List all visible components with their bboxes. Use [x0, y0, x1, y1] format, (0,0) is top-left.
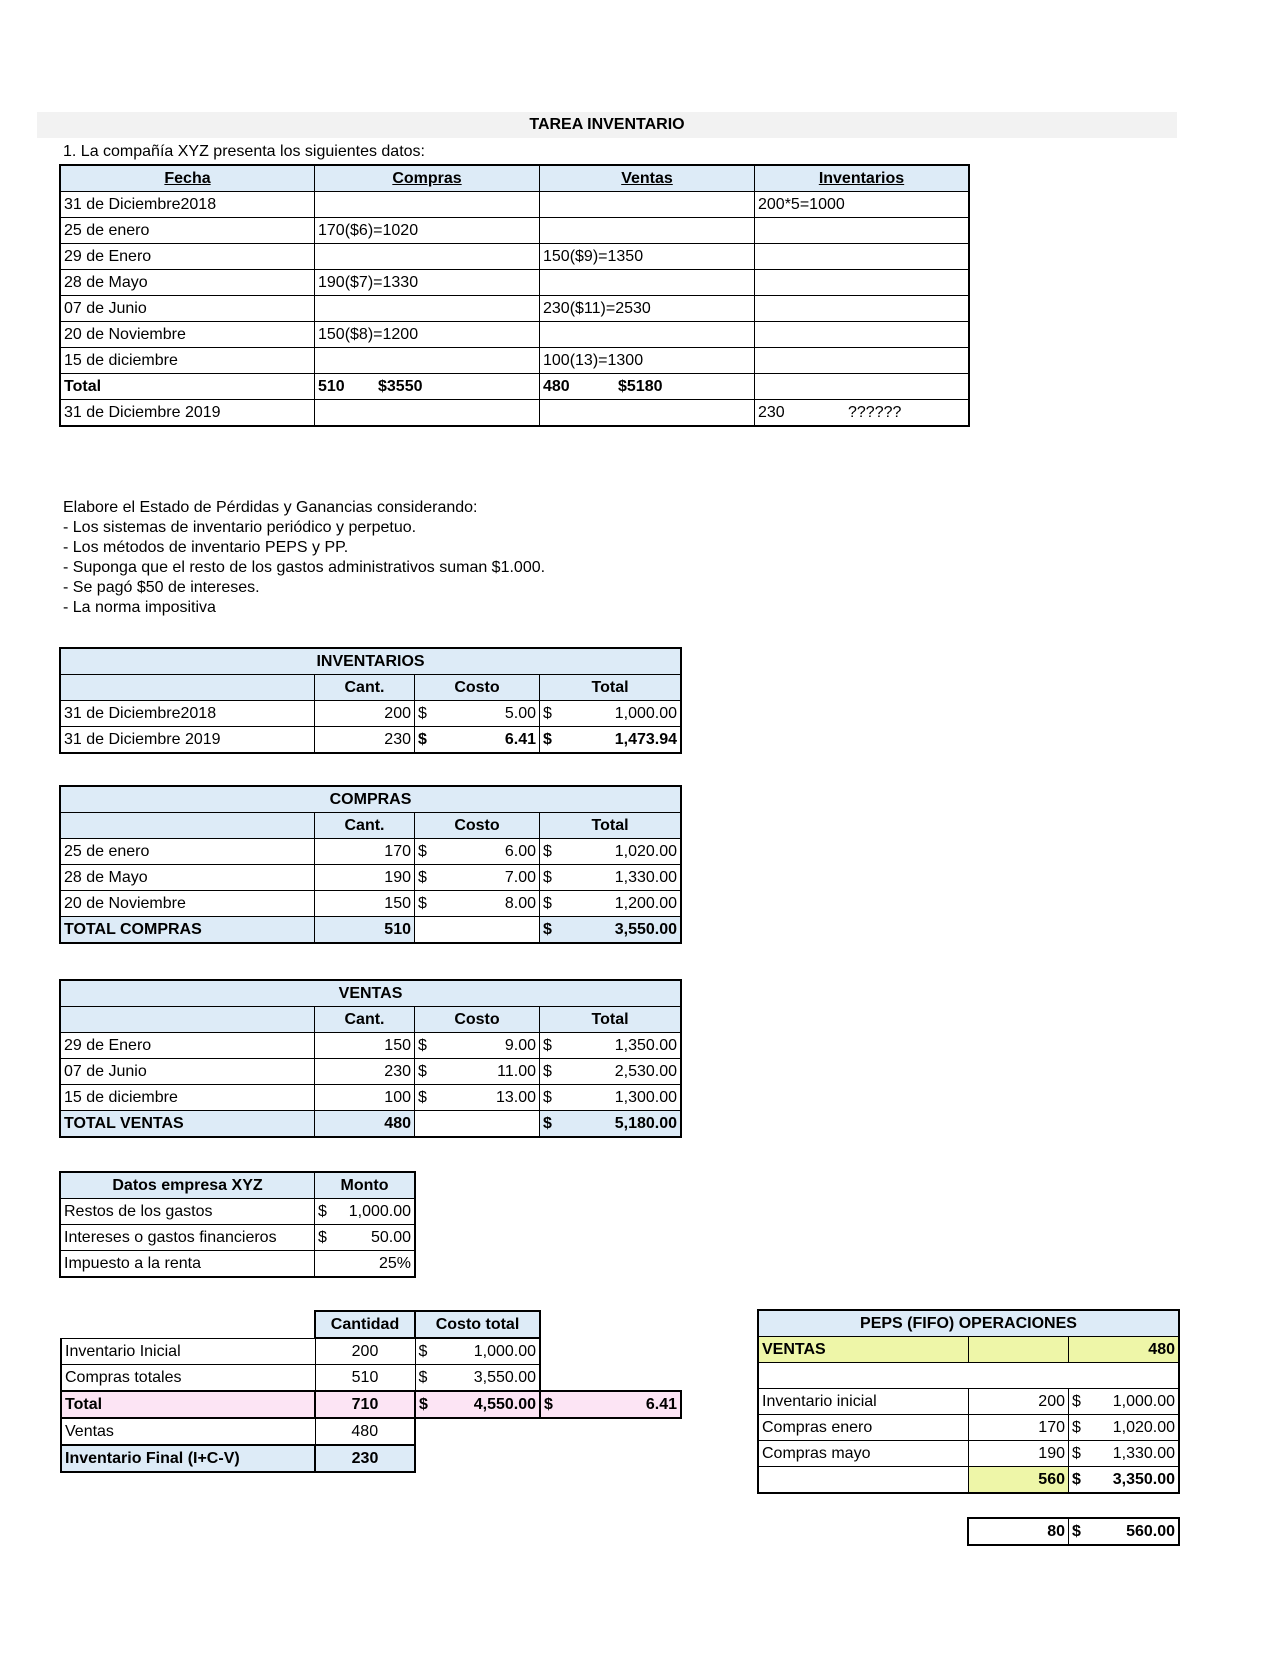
- cell: [415, 1445, 540, 1472]
- value: 11.00: [497, 1063, 536, 1080]
- table-row: [61, 218, 969, 244]
- row-label[interactable]: Compras totales: [61, 1365, 315, 1392]
- currency-symbol: $: [543, 705, 552, 722]
- header-cant: Cant.: [315, 675, 415, 701]
- compras-title: COMPRAS: [61, 787, 681, 813]
- row-total[interactable]: [540, 1085, 681, 1111]
- row-label[interactable]: 31 de Diciembre2018: [61, 701, 315, 727]
- value: 8.00: [504, 895, 536, 912]
- table-row: [61, 1059, 681, 1085]
- row-total[interactable]: [540, 839, 681, 865]
- value: 1,000.00: [473, 1343, 536, 1360]
- table-row: [61, 270, 969, 296]
- value: 1,020.00: [1112, 1419, 1175, 1436]
- row-costo[interactable]: [415, 839, 540, 865]
- row-label[interactable]: Compras mayo: [759, 1441, 969, 1467]
- total-value[interactable]: [540, 1111, 681, 1137]
- currency-symbol: $: [418, 895, 427, 912]
- currency-symbol: $: [418, 1063, 427, 1080]
- currency-symbol: $: [543, 1037, 552, 1054]
- value: 1,350.00: [614, 1037, 678, 1054]
- ventas-title: VENTAS: [61, 981, 681, 1007]
- currency-symbol: $: [543, 1089, 552, 1106]
- total-label[interactable]: Total: [61, 1391, 315, 1418]
- header-costo: Costo: [415, 1007, 540, 1033]
- row-cant[interactable]: 200: [969, 1389, 1069, 1415]
- last-inv-qty: 230: [758, 404, 785, 421]
- inventarios-title: INVENTARIOS: [61, 649, 681, 675]
- cell[interactable]: 25 de enero: [61, 218, 315, 244]
- subtotal-row: [759, 1467, 1179, 1493]
- row-label[interactable]: Compras enero: [759, 1415, 969, 1441]
- row-cant[interactable]: 150: [315, 891, 415, 917]
- header-compras: Compras: [315, 166, 540, 192]
- value: 5,180.00: [614, 1115, 678, 1132]
- row-label[interactable]: 29 de Enero: [61, 1033, 315, 1059]
- value: 6.41: [645, 1396, 677, 1413]
- table-row: [61, 839, 681, 865]
- peps-ventas-label[interactable]: VENTAS: [759, 1337, 969, 1363]
- total-unit-cost[interactable]: [540, 1391, 681, 1418]
- total-ventas-amt: $5180: [618, 378, 663, 395]
- total-row: [61, 374, 969, 400]
- row-label[interactable]: Intereses o gastos financieros: [61, 1225, 315, 1251]
- table-row: [61, 891, 681, 917]
- header-costo: Costo: [415, 675, 540, 701]
- subtotal-value[interactable]: [1069, 1467, 1179, 1493]
- row-costo[interactable]: [415, 891, 540, 917]
- value: 4,550.00: [473, 1396, 536, 1413]
- cell[interactable]: [755, 374, 969, 400]
- compras-table: [60, 786, 681, 943]
- total-row: [61, 1391, 681, 1418]
- header-datos: Datos empresa XYZ: [61, 1173, 315, 1199]
- row-costo[interactable]: [415, 727, 540, 753]
- peps-title: PEPS (FIFO) OPERACIONES: [759, 1311, 1179, 1337]
- cell[interactable]: 07 de Junio: [61, 296, 315, 322]
- table-row: [61, 1225, 415, 1251]
- value: 3,350.00: [1112, 1471, 1175, 1488]
- row-value[interactable]: [1069, 1389, 1179, 1415]
- cell[interactable]: [415, 917, 540, 943]
- instruction-line: - La norma impositiva: [63, 599, 216, 616]
- table-row: [61, 701, 681, 727]
- row-value[interactable]: [1069, 1441, 1179, 1467]
- row-cant[interactable]: 190: [315, 865, 415, 891]
- row-value[interactable]: [315, 1199, 415, 1225]
- cell[interactable]: 20 de Noviembre: [61, 322, 315, 348]
- total-compras-cell[interactable]: [315, 374, 540, 400]
- row-value[interactable]: [315, 1225, 415, 1251]
- value: 50.00: [370, 1229, 411, 1246]
- cell[interactable]: [415, 1111, 540, 1137]
- table-row: [61, 348, 969, 374]
- currency-symbol: $: [419, 1396, 428, 1413]
- cell: [540, 1311, 681, 1338]
- instruction-line: Elabore el Estado de Pérdidas y Ganancias considerando:: [63, 499, 478, 516]
- row-label[interactable]: Restos de los gastos: [61, 1199, 315, 1225]
- cell[interactable]: [540, 322, 755, 348]
- cell: [61, 1007, 315, 1033]
- cell: [61, 675, 315, 701]
- cell: [540, 1418, 681, 1445]
- value: 1,300.00: [614, 1089, 678, 1106]
- row-cant[interactable]: 200: [315, 701, 415, 727]
- cell: [61, 813, 315, 839]
- header-total: Total: [540, 1007, 681, 1033]
- row-label[interactable]: Inventario inicial: [759, 1389, 969, 1415]
- row-costo[interactable]: [415, 1085, 540, 1111]
- value: 7.00: [504, 869, 536, 886]
- row-value[interactable]: [1069, 1415, 1179, 1441]
- datos-empresa-table: [60, 1172, 415, 1277]
- cell[interactable]: [315, 244, 540, 270]
- row-label[interactable]: 15 de diciembre: [61, 1085, 315, 1111]
- table-row: [61, 244, 969, 270]
- value: 1,000.00: [614, 705, 678, 722]
- header-total: Total: [540, 813, 681, 839]
- currency-symbol: $: [418, 869, 427, 886]
- cell[interactable]: [315, 296, 540, 322]
- cell[interactable]: [755, 218, 969, 244]
- last-inv-amt: ??????: [848, 404, 902, 421]
- row-costo[interactable]: [415, 1365, 540, 1392]
- total-row: [61, 1111, 681, 1137]
- cell[interactable]: [755, 244, 969, 270]
- remainder-cant[interactable]: 80: [969, 1519, 1069, 1545]
- instruction-line: - Se pagó $50 de intereses.: [63, 579, 260, 596]
- currency-symbol: $: [1072, 1523, 1081, 1540]
- resumen-table: [60, 1310, 682, 1473]
- value: 3,550.00: [614, 921, 678, 938]
- row-total[interactable]: [540, 1059, 681, 1085]
- value: 1,200.00: [614, 895, 678, 912]
- row-cant[interactable]: 510: [315, 1365, 415, 1392]
- last-date[interactable]: 31 de Diciembre 2019: [61, 400, 315, 426]
- table-row: [61, 727, 681, 753]
- currency-symbol: $: [1072, 1419, 1081, 1436]
- row-label[interactable]: 25 de enero: [61, 839, 315, 865]
- total-label[interactable]: Total: [61, 374, 315, 400]
- row-label[interactable]: Impuesto a la renta: [61, 1251, 315, 1277]
- table-row: [61, 296, 969, 322]
- peps-table: [758, 1310, 1179, 1493]
- cell[interactable]: [755, 322, 969, 348]
- value: 13.00: [495, 1089, 536, 1106]
- table-row: [759, 1415, 1179, 1441]
- subtotal-cant[interactable]: 560: [969, 1467, 1069, 1493]
- header-ventas: Ventas: [540, 166, 755, 192]
- row-cant[interactable]: 480: [315, 1418, 415, 1445]
- cell: [540, 1338, 681, 1365]
- currency-symbol: $: [418, 843, 427, 860]
- cell[interactable]: [759, 1467, 969, 1493]
- instruction-line: - Suponga que el resto de los gastos administrativos suman $1.000.: [63, 559, 546, 576]
- final-cant[interactable]: 230: [315, 1445, 415, 1472]
- value: 5.00: [504, 705, 536, 722]
- remainder-value[interactable]: [1069, 1519, 1179, 1545]
- row-cant[interactable]: 100: [315, 1085, 415, 1111]
- header-costo-total: Costo total: [415, 1311, 540, 1338]
- row-costo[interactable]: [415, 865, 540, 891]
- row-value[interactable]: 25%: [315, 1251, 415, 1277]
- currency-symbol: $: [543, 921, 552, 938]
- currency-symbol: $: [418, 705, 427, 722]
- row-cant[interactable]: 230: [315, 1059, 415, 1085]
- cell: [415, 1418, 540, 1445]
- value: 6.41: [504, 731, 536, 748]
- currency-symbol: $: [543, 869, 552, 886]
- total-ventas-qty: 480: [543, 378, 570, 395]
- currency-symbol: $: [418, 1089, 427, 1106]
- value: 1,473.94: [614, 731, 678, 748]
- instructions: [63, 498, 545, 618]
- cell[interactable]: 170($6)=1020: [315, 218, 540, 244]
- cell[interactable]: 150($8)=1200: [315, 322, 540, 348]
- total-label[interactable]: TOTAL VENTAS: [61, 1111, 315, 1137]
- row-cant[interactable]: 150: [315, 1033, 415, 1059]
- total-cant[interactable]: 480: [315, 1111, 415, 1137]
- table-row: [61, 1251, 415, 1277]
- cell[interactable]: 190($7)=1330: [315, 270, 540, 296]
- row-costo[interactable]: [415, 701, 540, 727]
- value: 6.00: [504, 843, 536, 860]
- instruction-line: - Los métodos de inventario PEPS y PP.: [63, 539, 349, 556]
- currency-symbol: $: [418, 1369, 428, 1386]
- currency-symbol: $: [318, 1203, 327, 1220]
- table-row: [61, 192, 969, 218]
- header-cantidad: Cantidad: [315, 1311, 415, 1338]
- cell[interactable]: [755, 270, 969, 296]
- currency-symbol: $: [543, 843, 552, 860]
- peps-remainder-table: [968, 1518, 1179, 1545]
- value: 2,530.00: [614, 1063, 678, 1080]
- cell[interactable]: [755, 296, 969, 322]
- cell[interactable]: 29 de Enero: [61, 244, 315, 270]
- header-inventarios: Inventarios: [755, 166, 969, 192]
- cell[interactable]: 200*5=1000: [755, 192, 969, 218]
- final-row: [61, 1445, 681, 1472]
- cell[interactable]: [755, 348, 969, 374]
- cell[interactable]: [315, 192, 540, 218]
- cell: [540, 1365, 681, 1392]
- table-row: [61, 1338, 681, 1365]
- total-ventas-cell[interactable]: [540, 374, 755, 400]
- cell[interactable]: [540, 400, 755, 426]
- table-row: [759, 1389, 1179, 1415]
- currency-symbol: $: [543, 895, 552, 912]
- row-cant[interactable]: 170: [969, 1415, 1069, 1441]
- row-label[interactable]: 31 de Diciembre 2019: [61, 727, 315, 753]
- currency-symbol: $: [1072, 1445, 1081, 1462]
- header-cant: Cant.: [315, 813, 415, 839]
- total-compras-qty: 510: [318, 378, 345, 395]
- row-total[interactable]: [540, 865, 681, 891]
- table-header-row: [61, 166, 969, 192]
- row-label[interactable]: 28 de Mayo: [61, 865, 315, 891]
- row-total[interactable]: [540, 891, 681, 917]
- cell[interactable]: [540, 192, 755, 218]
- currency-symbol: $: [544, 1396, 553, 1413]
- currency-symbol: $: [1072, 1471, 1081, 1488]
- cell[interactable]: 230($11)=2530: [540, 296, 755, 322]
- total-value[interactable]: [540, 917, 681, 943]
- row-costo[interactable]: [415, 1033, 540, 1059]
- table-row: [61, 400, 969, 426]
- value: 1,020.00: [614, 843, 678, 860]
- total-label[interactable]: TOTAL COMPRAS: [61, 917, 315, 943]
- row-label[interactable]: Inventario Inicial: [61, 1338, 315, 1365]
- last-inventory-cell[interactable]: [755, 400, 969, 426]
- cell[interactable]: 31 de Diciembre2018: [61, 192, 315, 218]
- main-data-table: [60, 165, 969, 426]
- currency-symbol: $: [543, 1115, 552, 1132]
- total-compras-amt: $3550: [378, 378, 423, 395]
- final-label[interactable]: Inventario Final (I+C-V): [61, 1445, 315, 1472]
- row-total[interactable]: [540, 1033, 681, 1059]
- currency-symbol: $: [418, 1037, 427, 1054]
- header-costo: Costo: [415, 813, 540, 839]
- total-row: [61, 917, 681, 943]
- value: 1,000.00: [348, 1203, 411, 1220]
- value: 3,550.00: [473, 1369, 536, 1386]
- cell[interactable]: [315, 348, 540, 374]
- value: 9.00: [504, 1037, 536, 1054]
- peps-ventas-row: [759, 1337, 1179, 1363]
- inventarios-table: [60, 648, 681, 753]
- table-row: [759, 1441, 1179, 1467]
- cell: [540, 1445, 681, 1472]
- table-row: [61, 322, 969, 348]
- total-cant[interactable]: 710: [315, 1391, 415, 1418]
- ventas-table: [60, 980, 681, 1137]
- table-row: [61, 1199, 415, 1225]
- cell: [61, 1311, 315, 1338]
- value: 1,330.00: [1112, 1445, 1175, 1462]
- cell[interactable]: 100(13)=1300: [540, 348, 755, 374]
- header-cant: Cant.: [315, 1007, 415, 1033]
- cell[interactable]: [969, 1337, 1069, 1363]
- currency-symbol: $: [318, 1229, 327, 1246]
- instruction-line: - Los sistemas de inventario periódico y perpetuo.: [63, 519, 417, 536]
- value: 1,330.00: [614, 869, 678, 886]
- currency-symbol: $: [543, 1063, 552, 1080]
- remainder-row: [969, 1519, 1179, 1545]
- value: 1,000.00: [1112, 1393, 1175, 1410]
- total-costo[interactable]: [415, 1391, 540, 1418]
- row-label[interactable]: Ventas: [61, 1418, 315, 1445]
- header-total: Total: [540, 675, 681, 701]
- row-cant[interactable]: 170: [315, 839, 415, 865]
- cell[interactable]: 15 de diciembre: [61, 348, 315, 374]
- table-row: [61, 1365, 681, 1392]
- value: 560.00: [1126, 1523, 1175, 1540]
- cell[interactable]: [540, 218, 755, 244]
- cell[interactable]: [315, 400, 540, 426]
- cell[interactable]: [759, 1363, 1179, 1389]
- table-row: [61, 1085, 681, 1111]
- cell[interactable]: 28 de Mayo: [61, 270, 315, 296]
- row-label[interactable]: 07 de Junio: [61, 1059, 315, 1085]
- intro-text: 1. La compañía XYZ presenta los siguientes datos:: [63, 143, 425, 160]
- table-row: [61, 1033, 681, 1059]
- table-row: [61, 1418, 681, 1445]
- total-cant[interactable]: 510: [315, 917, 415, 943]
- row-label[interactable]: 20 de Noviembre: [61, 891, 315, 917]
- row-total[interactable]: [540, 701, 681, 727]
- row-costo[interactable]: [415, 1059, 540, 1085]
- row-cant[interactable]: 190: [969, 1441, 1069, 1467]
- currency-symbol: $: [543, 731, 552, 748]
- currency-symbol: $: [1072, 1393, 1081, 1410]
- row-cant[interactable]: 200: [315, 1338, 415, 1365]
- peps-ventas-value[interactable]: 480: [1069, 1337, 1179, 1363]
- row-total[interactable]: [540, 727, 681, 753]
- header-fecha: Fecha: [61, 166, 315, 192]
- cell[interactable]: 150($9)=1350: [540, 244, 755, 270]
- row-cant[interactable]: 230: [315, 727, 415, 753]
- currency-symbol: $: [418, 731, 427, 748]
- cell[interactable]: [540, 270, 755, 296]
- row-costo[interactable]: [415, 1338, 540, 1365]
- header-monto: Monto: [315, 1173, 415, 1199]
- currency-symbol: $: [418, 1343, 428, 1360]
- table-row: [61, 865, 681, 891]
- page-title: TAREA INVENTARIO: [37, 112, 1177, 138]
